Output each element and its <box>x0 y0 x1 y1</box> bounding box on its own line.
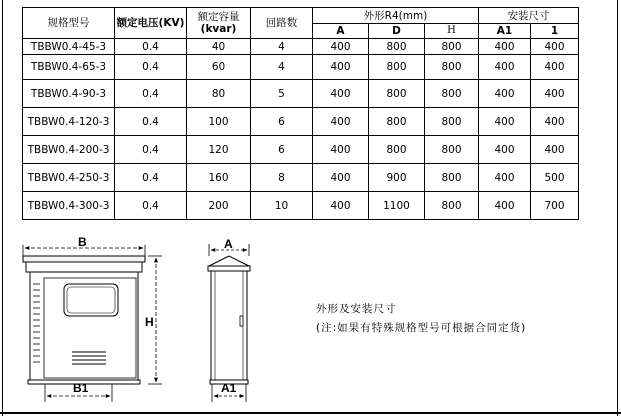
cell-circuits: 8 <box>251 164 313 192</box>
header-sub-A: A <box>313 24 369 39</box>
cell-circuits: 4 <box>251 55 313 80</box>
dim-label-A: A <box>224 237 233 251</box>
cell-A: 400 <box>313 39 369 55</box>
cell-voltage: 0.4 <box>115 39 187 55</box>
header-sub-A1: A1 <box>479 24 531 39</box>
cell-1: 400 <box>531 80 579 108</box>
cell-A1: 400 <box>479 39 531 55</box>
cell-A: 400 <box>313 136 369 164</box>
cell-A: 400 <box>313 80 369 108</box>
cell-D: 800 <box>369 136 425 164</box>
cell-circuits: 4 <box>251 39 313 55</box>
header-sub-H: H <box>425 24 479 39</box>
header-capacity-line1: 额定容量 <box>197 11 240 23</box>
cell-model: TBBW0.4-200-3 <box>23 136 115 164</box>
cell-D: 800 <box>369 55 425 80</box>
cell-H: 800 <box>425 108 479 136</box>
cell-circuits: 6 <box>251 108 313 136</box>
cell-capacity: 160 <box>187 164 251 192</box>
header-shape-group: 外形R4(mm) <box>313 8 479 24</box>
cell-D: 800 <box>369 108 425 136</box>
dim-label-B1: B1 <box>73 381 89 395</box>
cell-A: 400 <box>313 164 369 192</box>
cell-H: 800 <box>425 80 479 108</box>
cell-model: TBBW0.4-45-3 <box>23 39 115 55</box>
cell-A1: 400 <box>479 136 531 164</box>
cell-voltage: 0.4 <box>115 164 187 192</box>
cell-D: 900 <box>369 164 425 192</box>
cell-A1: 400 <box>479 80 531 108</box>
dim-label-H: H <box>145 315 154 329</box>
header-sub-1: 1 <box>531 24 579 39</box>
header-circuits: 回路数 <box>251 8 313 39</box>
header-sub-D: D <box>369 24 425 39</box>
side-view <box>208 237 250 402</box>
cell-circuits: 5 <box>251 80 313 108</box>
cell-voltage: 0.4 <box>115 192 187 220</box>
cell-voltage: 0.4 <box>115 108 187 136</box>
cell-1: 700 <box>531 192 579 220</box>
cell-H: 800 <box>425 136 479 164</box>
caption-note: (注:如果有特殊规格型号可根据合同定货) <box>316 322 527 334</box>
cell-circuits: 10 <box>251 192 313 220</box>
roof-top <box>23 256 145 262</box>
front-view <box>23 235 162 402</box>
header-model: 规格型号 <box>23 8 115 39</box>
cell-model: TBBW0.4-120-3 <box>23 108 115 136</box>
cell-D: 800 <box>369 39 425 55</box>
cell-voltage: 0.4 <box>115 55 187 80</box>
cell-1: 400 <box>531 136 579 164</box>
cell-capacity: 40 <box>187 39 251 55</box>
cell-A1: 400 <box>479 192 531 220</box>
cell-capacity: 80 <box>187 80 251 108</box>
cell-capacity: 60 <box>187 55 251 80</box>
cell-model: TBBW0.4-300-3 <box>23 192 115 220</box>
cell-capacity: 120 <box>187 136 251 164</box>
cell-A1: 400 <box>479 164 531 192</box>
cell-voltage: 0.4 <box>115 80 187 108</box>
cell-1: 400 <box>531 55 579 80</box>
dim-label-B: B <box>78 235 87 249</box>
cell-A: 400 <box>313 108 369 136</box>
header-install-group: 安装尺寸 <box>479 8 579 24</box>
cell-1: 400 <box>531 108 579 136</box>
header-voltage-text: 额定电压(KV) <box>116 17 185 29</box>
cell-model: TBBW0.4-65-3 <box>23 55 115 80</box>
side-roof <box>209 256 249 266</box>
cell-A1: 400 <box>479 108 531 136</box>
cell-H: 800 <box>425 39 479 55</box>
cell-capacity: 200 <box>187 192 251 220</box>
cell-H: 800 <box>425 164 479 192</box>
header-capacity-line2: (kvar) <box>200 23 237 35</box>
door-handle-icon <box>240 316 243 326</box>
caption-title: 外形及安装尺寸 <box>316 303 397 315</box>
dim-label-A1: A1 <box>221 381 237 395</box>
cell-1: 500 <box>531 164 579 192</box>
roof-band <box>26 262 142 272</box>
cell-H: 800 <box>425 192 479 220</box>
cell-model: TBBW0.4-250-3 <box>23 164 115 192</box>
cell-A: 400 <box>313 55 369 80</box>
cell-A: 400 <box>313 192 369 220</box>
cell-D: 800 <box>369 80 425 108</box>
cell-1: 400 <box>531 39 579 55</box>
viewing-window <box>64 284 118 316</box>
cell-H: 800 <box>425 55 479 80</box>
cell-A1: 400 <box>479 55 531 80</box>
cell-circuits: 6 <box>251 136 313 164</box>
cell-capacity: 100 <box>187 108 251 136</box>
cell-model: TBBW0.4-90-3 <box>23 80 115 108</box>
cell-D: 1100 <box>369 192 425 220</box>
cell-voltage: 0.4 <box>115 136 187 164</box>
